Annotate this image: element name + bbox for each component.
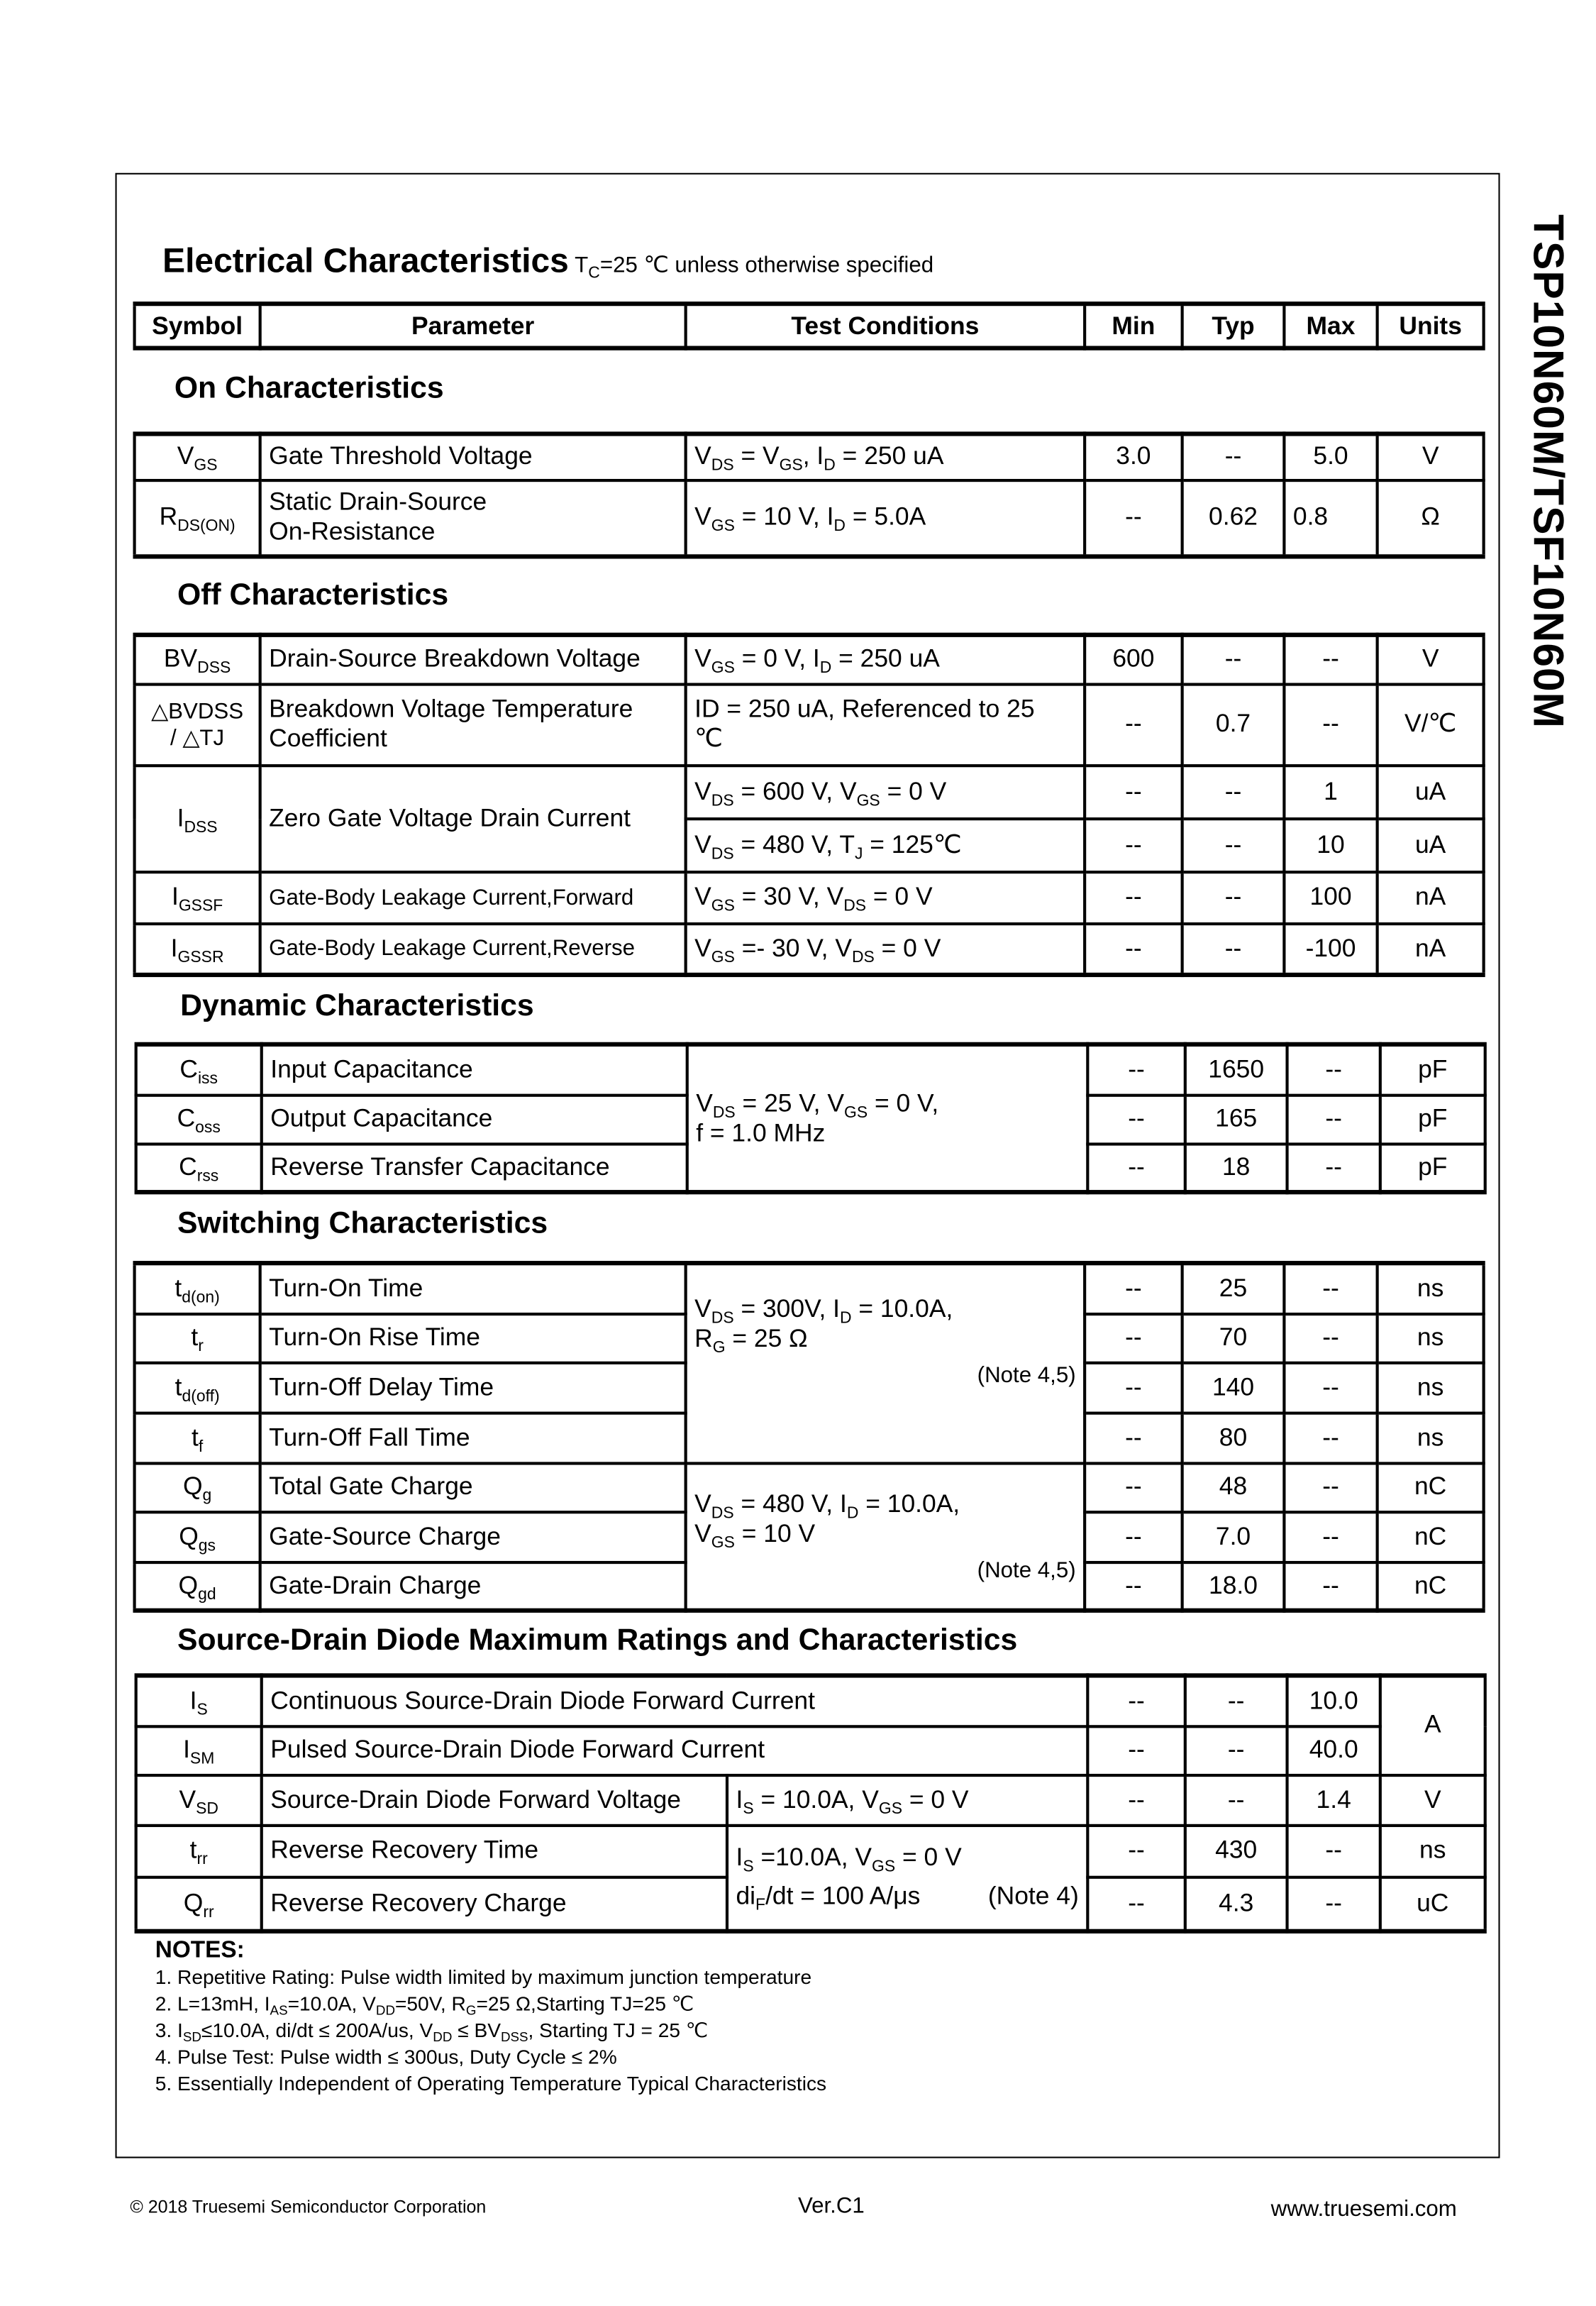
min: 600 [1085, 635, 1182, 684]
symbol: $t_r$ [135, 1313, 260, 1362]
parameter: Turn-Off Fall Time [260, 1413, 686, 1463]
unit: V [1378, 434, 1484, 480]
subscript: D [833, 517, 846, 536]
parameter: Reverse Transfer Capacitance [262, 1143, 687, 1192]
test-condition: $V_{GS} = 30$ V, $V_{DS} = 0$ V [686, 871, 1085, 923]
typ: 80 [1182, 1413, 1285, 1463]
subscript: DS [851, 948, 875, 966]
subscript: DSS [500, 2029, 528, 2045]
test-condition: $V_{GS} =- 30$ V, $V_{DS} = 0$ V [686, 923, 1085, 975]
subscript: DS(ON) [177, 517, 235, 536]
max: -- [1284, 1462, 1377, 1511]
off-characteristics-table [133, 633, 1485, 977]
symbol: $I_{SM}$ [136, 1726, 262, 1775]
note-item: 5. Essentially Independent of Operating Temperature Typical Characteristics [155, 2072, 827, 2095]
subscript: DS [711, 844, 734, 863]
subscript: S [743, 1799, 754, 1818]
table-row [135, 1462, 1484, 1511]
unit: nC [1378, 1462, 1484, 1511]
parameter-line: Static Drain-Source [269, 488, 487, 517]
subscript: d(off) [182, 1387, 220, 1406]
title-text: Electrical Characteristics [162, 241, 569, 280]
unit: nC [1378, 1562, 1484, 1611]
parameter: Turn-On Time [260, 1263, 686, 1313]
symbol [135, 684, 260, 766]
symbol: $BV_{DSS}$ [135, 635, 260, 684]
symbol: $t_{rr}$ [136, 1825, 262, 1877]
column-header-table [133, 302, 1485, 351]
symbol: $Q_{gd}$ [135, 1562, 260, 1611]
min: -- [1085, 765, 1182, 818]
parameter [260, 684, 686, 766]
unit: nA [1378, 871, 1484, 923]
note-item: 2. L=13mH, $I_{AS}=10.0A$, $V_{DD}=50V$, $R_G=25$ Ω,Starting TJ=25 ℃ [155, 1992, 694, 2018]
source-drain-table [135, 1673, 1487, 1933]
min: -- [1085, 1362, 1182, 1413]
subscript: g [202, 1486, 212, 1505]
symbol-line: △BVDSS [151, 699, 244, 724]
min: -- [1085, 1462, 1182, 1511]
table-row [135, 765, 1484, 818]
min: -- [1085, 871, 1182, 923]
min: -- [1087, 1877, 1185, 1931]
dynamic-characteristics-table [135, 1042, 1487, 1195]
subscript: GS [711, 659, 735, 678]
section-title-source-drain: Source-Drain Diode Maximum Ratings and Characteristics [177, 1623, 1018, 1657]
max: -- [1284, 1263, 1377, 1313]
parameter: Gate Threshold Voltage [260, 434, 686, 480]
subscript: rr [203, 1903, 214, 1921]
subscript: gd [198, 1585, 216, 1604]
max: 40.0 [1287, 1726, 1380, 1775]
condition-line: ℃ [694, 724, 723, 753]
typ: 165 [1185, 1095, 1287, 1144]
typ: 140 [1182, 1362, 1285, 1413]
col-min: Min [1085, 304, 1182, 348]
max: -- [1287, 1825, 1380, 1877]
parameter: Drain-Source Breakdown Voltage [260, 635, 686, 684]
symbol: $Q_{rr}$ [136, 1877, 262, 1931]
parameter: Reverse Recovery Charge [262, 1877, 727, 1931]
unit: pF [1380, 1095, 1485, 1144]
symbol: $V_{GS}$ [135, 434, 260, 480]
min: -- [1085, 1511, 1182, 1562]
max: 100 [1284, 871, 1377, 923]
subscript: GS [779, 457, 803, 475]
symbol: $C_{rss}$ [136, 1143, 262, 1192]
max: -- [1287, 1044, 1380, 1095]
condition-line: $I_S =10.0A$, $V_{GS} = 0$ V [736, 1843, 962, 1877]
parameter: Total Gate Charge [260, 1462, 686, 1511]
typ: -- [1182, 818, 1285, 871]
unit: uA [1378, 818, 1484, 871]
parameter: Pulsed Source-Drain Diode Forward Current [262, 1726, 1088, 1775]
max: 10.0 [1287, 1675, 1380, 1726]
subscript: gs [198, 1536, 216, 1555]
subscript: DS [711, 1504, 734, 1523]
unit: uC [1380, 1877, 1485, 1931]
typ: -- [1182, 434, 1285, 480]
col-units: Units [1378, 304, 1484, 348]
unit: A [1380, 1675, 1485, 1775]
subscript: f [198, 1438, 204, 1456]
footer-copyright: © 2018 Truesemi Semiconductor Corporation [130, 2196, 487, 2217]
unit: ns [1380, 1825, 1485, 1877]
section-title-off: Off Characteristics [177, 578, 449, 612]
condition-line: $V_{DS} = 300V$, $I_D = 10.0A$, [694, 1294, 953, 1328]
subscript: GS [711, 517, 735, 536]
max: -100 [1284, 923, 1377, 975]
typ: 7.0 [1182, 1511, 1285, 1562]
unit: Ω [1378, 480, 1484, 556]
parameter: Gate-Body Leakage Current,Reverse [260, 923, 686, 975]
footer-version: Ver.C1 [797, 2193, 865, 2219]
condition-note: (Note 4) [987, 1882, 1079, 1911]
min: -- [1085, 923, 1182, 975]
subscript: GS [194, 457, 218, 475]
col-test-conditions: Test Conditions [686, 304, 1085, 348]
parameter: Zero Gate Voltage Drain Current [260, 765, 686, 871]
condition-text: $di_F/dt = 100$ A/μs [736, 1882, 921, 1915]
min: -- [1087, 1095, 1185, 1144]
min: -- [1085, 818, 1182, 871]
col-max: Max [1284, 304, 1377, 348]
table-row [136, 1675, 1485, 1726]
subscript: SD [196, 1799, 218, 1818]
condition-line: f = 1.0 MHz [696, 1118, 826, 1147]
symbol: $I_{GSSR}$ [135, 923, 260, 975]
symbol: $Q_g$ [135, 1462, 260, 1511]
subscript: r [198, 1337, 204, 1356]
symbol: $t_{d(off)}$ [135, 1362, 260, 1413]
subscript: D [824, 457, 836, 475]
subscript: DD [433, 2029, 453, 2045]
table-row [135, 480, 1484, 556]
condition-line: $V_{DS} = 25$ V, $V_{GS} = 0$ V, [696, 1088, 939, 1122]
parameter-line: Breakdown Voltage Temperature [269, 695, 633, 723]
subscript: D [819, 659, 832, 678]
typ: 1650 [1185, 1044, 1287, 1095]
condition-line: $R_G = 25$ Ω [694, 1324, 808, 1357]
typ: -- [1182, 923, 1285, 975]
table-row [135, 684, 1484, 766]
unit: V/℃ [1378, 684, 1484, 766]
parameter: Gate-Drain Charge [260, 1562, 686, 1611]
subscript: DSS [184, 818, 218, 837]
subscript: S [196, 1701, 208, 1719]
condition-note: (Note 4,5) [977, 1557, 1076, 1583]
subscript: DS [711, 457, 734, 475]
min: -- [1087, 1044, 1185, 1095]
unit: nC [1378, 1511, 1484, 1562]
table-row [135, 434, 1484, 480]
condition-line: $V_{DS} = 480$ V, $I_D = 10.0A$, [694, 1489, 960, 1523]
subscript: GS [711, 948, 735, 966]
test-condition: $V_{DS} = V_{GS}$, $I_D = 250$ uA [686, 434, 1085, 480]
unit: uA [1378, 765, 1484, 818]
subscript: oss [195, 1119, 221, 1137]
table-row [135, 923, 1484, 975]
unit: V [1380, 1775, 1485, 1825]
max: -- [1284, 1562, 1377, 1611]
subscript: DSS [197, 659, 231, 678]
test-condition: $V_{DS} = 600$ V, $V_{GS} = 0$ V [686, 765, 1085, 818]
subscript: S [743, 1858, 754, 1877]
part-number-title: TSP10N60M/TSF10N60M [1523, 214, 1571, 729]
unit: pF [1380, 1143, 1485, 1192]
typ: 4.3 [1185, 1877, 1287, 1931]
subscript: GS [878, 1799, 903, 1818]
symbol: $Q_{gs}$ [135, 1511, 260, 1562]
title-condition: $T_C=25$ ℃ unless otherwise specified [575, 253, 934, 282]
symbol: $C_{oss}$ [136, 1095, 262, 1144]
min: -- [1085, 1263, 1182, 1313]
table-row [136, 1825, 1485, 1877]
condition-line [736, 1882, 1079, 1915]
min: -- [1085, 684, 1182, 766]
test-condition [687, 1044, 1088, 1192]
max: -- [1284, 684, 1377, 766]
subscript: rss [196, 1167, 219, 1186]
max: -- [1284, 1313, 1377, 1362]
symbol-line: / △TJ [170, 725, 225, 751]
min: -- [1087, 1675, 1185, 1726]
typ: 70 [1182, 1313, 1285, 1362]
footer-website[interactable]: www.truesemi.com [1270, 2196, 1457, 2222]
section-title-dynamic: Dynamic Characteristics [180, 988, 534, 1023]
test-condition: $V_{GS} = 0$ V, $I_D = 250$ uA [686, 635, 1085, 684]
notes [155, 1938, 826, 2097]
min: -- [1087, 1726, 1185, 1775]
condition-line: $V_{GS} = 10$ V [694, 1519, 816, 1552]
on-characteristics-table [133, 431, 1485, 558]
typ: -- [1185, 1775, 1287, 1825]
table-row [136, 1775, 1485, 1825]
typ: -- [1182, 635, 1285, 684]
typ: -- [1185, 1726, 1287, 1775]
subscript: SD [182, 2029, 201, 2045]
max: 10 [1284, 818, 1377, 871]
subscript: G [465, 2002, 477, 2018]
subscript: D [839, 1309, 852, 1328]
min: -- [1087, 1143, 1185, 1192]
subscript: GS [711, 1533, 735, 1552]
test-condition [727, 1825, 1087, 1931]
switching-characteristics-table [133, 1261, 1485, 1613]
parameter-line: Coefficient [269, 724, 387, 753]
max: -- [1284, 1413, 1377, 1463]
test-condition: $I_S = 10.0A$, $V_{GS} = 0$ V [727, 1775, 1087, 1825]
parameter-line: On-Resistance [269, 517, 436, 546]
table-row [136, 1726, 1485, 1775]
subscript: GS [856, 791, 880, 810]
subscript: GS [872, 1858, 896, 1877]
symbol: $V_{SD}$ [136, 1775, 262, 1825]
typ: -- [1185, 1675, 1287, 1726]
max: -- [1284, 1362, 1377, 1413]
table-row [136, 1044, 1485, 1095]
table-row [135, 871, 1484, 923]
max: -- [1284, 635, 1377, 684]
typ: -- [1182, 765, 1285, 818]
notes-title: NOTES: [155, 1938, 245, 1963]
subscript: GS [711, 897, 735, 915]
symbol: $I_{DSS}$ [135, 765, 260, 871]
parameter: Input Capacitance [262, 1044, 687, 1095]
min: -- [1085, 1313, 1182, 1362]
subscript: DS [712, 1103, 736, 1122]
min: 3.0 [1085, 434, 1182, 480]
unit: ns [1378, 1313, 1484, 1362]
parameter: Turn-On Rise Time [260, 1313, 686, 1362]
table-row [135, 635, 1484, 684]
max: -- [1284, 1511, 1377, 1562]
typ: 0.7 [1182, 684, 1285, 766]
max: 0.8 [1284, 480, 1377, 556]
col-symbol: Symbol [135, 304, 260, 348]
typ: 25 [1182, 1263, 1285, 1313]
max: 1 [1284, 765, 1377, 818]
typ: 18.0 [1182, 1562, 1285, 1611]
table-row [135, 1263, 1484, 1313]
test-condition: $V_{DS} = 480$ V, $T_J$ = 125℃ [686, 818, 1085, 871]
unit: nA [1378, 923, 1484, 975]
typ: 48 [1182, 1462, 1285, 1511]
symbol: $R_{DS(ON)}$ [135, 480, 260, 556]
subscript: d(on) [182, 1289, 220, 1307]
unit: pF [1380, 1044, 1485, 1095]
parameter: Continuous Source-Drain Diode Forward Current [262, 1675, 1088, 1726]
test-condition [686, 1263, 1085, 1462]
condition-note: (Note 4,5) [977, 1362, 1076, 1388]
test-condition [686, 684, 1085, 766]
section-title-switching: Switching Characteristics [177, 1206, 548, 1240]
subscript: DD [375, 2002, 395, 2018]
subscript: GSSR [177, 948, 224, 966]
subscript: D [846, 1504, 859, 1523]
unit: ns [1378, 1413, 1484, 1463]
min: -- [1085, 1562, 1182, 1611]
parameter: Output Capacitance [262, 1095, 687, 1144]
page-title [162, 241, 933, 281]
subscript: iss [197, 1069, 218, 1088]
subscript: J [854, 844, 863, 863]
parameter: Reverse Recovery Time [262, 1825, 727, 1877]
min: -- [1085, 480, 1182, 556]
subscript: C [588, 264, 600, 282]
parameter: Gate-Source Charge [260, 1511, 686, 1562]
symbol: $I_S$ [136, 1675, 262, 1726]
subscript: AS [270, 2002, 288, 2018]
subscript: DS [711, 791, 734, 810]
test-condition [686, 1462, 1085, 1610]
parameter: Gate-Body Leakage Current,Forward [260, 871, 686, 923]
symbol: $t_f$ [135, 1413, 260, 1463]
subscript: GS [843, 1103, 868, 1122]
section-title-on: On Characteristics [174, 370, 444, 405]
subscript: rr [196, 1850, 208, 1869]
max: 1.4 [1287, 1775, 1380, 1825]
col-typ: Typ [1182, 304, 1285, 348]
condition-line: ID = 250 uA, Referenced to 25 [694, 695, 1035, 723]
symbol: $t_{d(on)}$ [135, 1263, 260, 1313]
subscript: SM [189, 1750, 215, 1768]
col-parameter: Parameter [260, 304, 686, 348]
subscript: GSSF [178, 897, 223, 915]
max: -- [1287, 1095, 1380, 1144]
symbol: $I_{GSSF}$ [135, 871, 260, 923]
subscript: DS [711, 1309, 734, 1328]
subscript: F [755, 1897, 766, 1915]
max: -- [1287, 1877, 1380, 1931]
unit: ns [1378, 1263, 1484, 1313]
min: -- [1087, 1775, 1185, 1825]
max: 5.0 [1284, 434, 1377, 480]
parameter: Source-Drain Diode Forward Voltage [262, 1775, 727, 1825]
typ: 18 [1185, 1143, 1287, 1192]
max: -- [1287, 1143, 1380, 1192]
note-item: 3. $I_{SD}\le 10.0A$, di/dt ≤ 200A/us, $V_{DD} \le BV_{DSS}$, Starting TJ = 25 ℃ [155, 2019, 709, 2045]
symbol: $C_{iss}$ [136, 1044, 262, 1095]
parameter: Turn-Off Delay Time [260, 1362, 686, 1413]
test-condition: $V_{GS} = 10$ V, $I_D = 5.0A$ [686, 480, 1085, 556]
min: -- [1085, 1413, 1182, 1463]
unit: ns [1378, 1362, 1484, 1413]
typ: -- [1182, 871, 1285, 923]
subscript: G [712, 1338, 726, 1357]
min: -- [1087, 1825, 1185, 1877]
typ: 0.62 [1182, 480, 1285, 556]
unit: V [1378, 635, 1484, 684]
subscript: DS [843, 897, 867, 915]
typ: 430 [1185, 1825, 1287, 1877]
parameter [260, 480, 686, 556]
note-item: 1. Repetitive Rating: Pulse width limited by maximum junction temperature [155, 1965, 812, 1989]
note-item: 4. Pulse Test: Pulse width ≤ 300us, Duty Cycle ≤ 2% [155, 2046, 617, 2068]
